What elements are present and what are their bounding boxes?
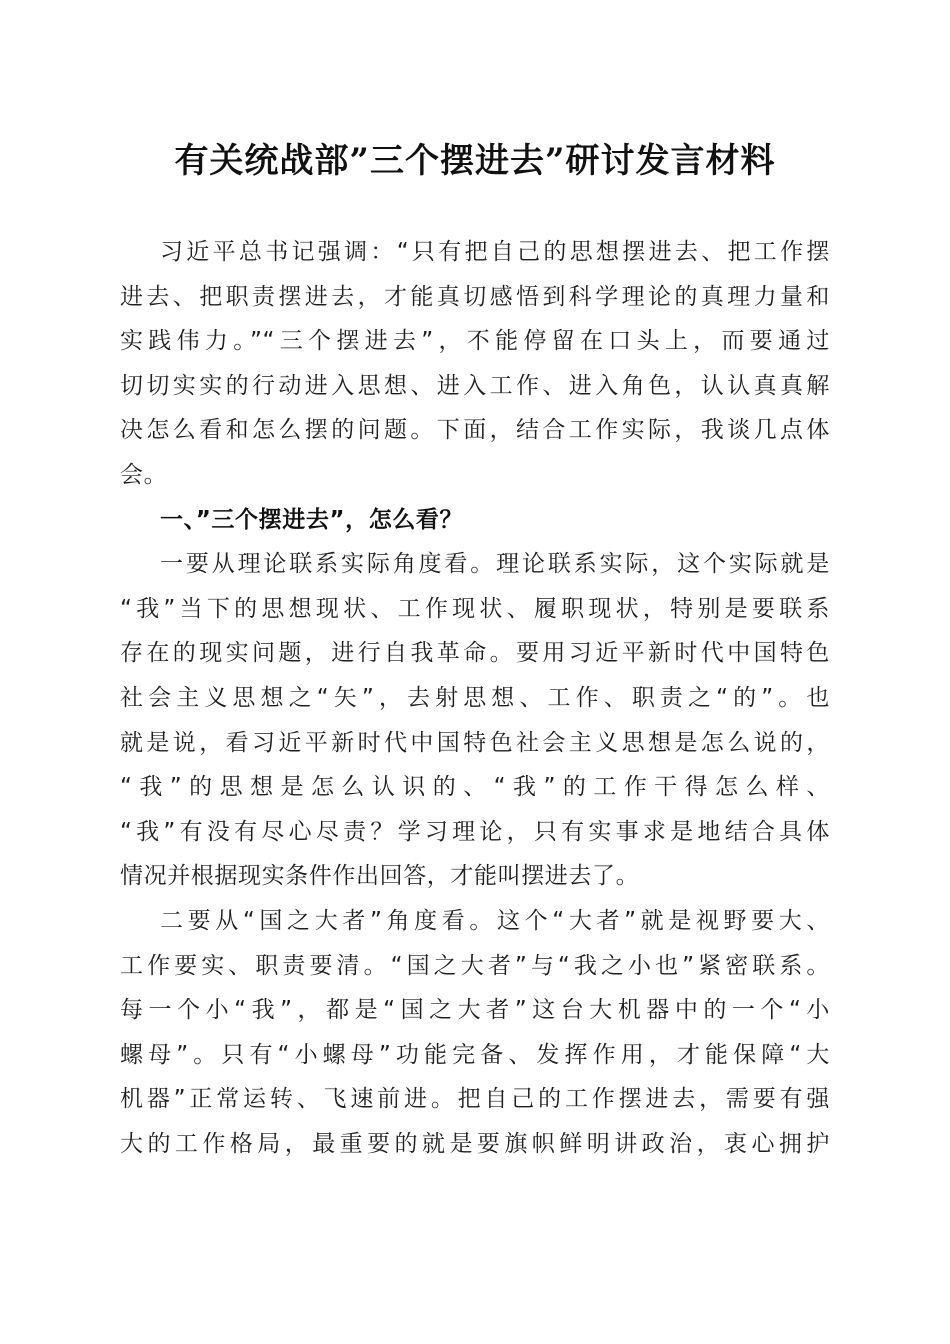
section1-paragraph-1 [120,542,830,899]
section1-paragraph-2 [120,899,830,1167]
paragraph-line: 机器”正常运转、飞速前进。把自己的工作摆进去，需要有强 [120,1086,830,1113]
paragraph-line: 社会主义思想之“矢”，去射思想、工作、职责之“的”。也 [120,684,830,711]
intro-line: 决怎么看和怎么摆的问题。下面，结合工作实际，我谈几点体 [120,417,830,444]
intro-line: 实践伟力。”“三个摆进去”，不能停留在口头上，而要通过 [120,328,830,355]
paragraph-line: “我”当下的思想现状、工作现状、履职现状，特别是要联系 [120,595,830,622]
paragraph-line: “我”有没有尽心尽责？学习理论，只有实事求是地结合具体 [120,818,830,845]
paragraph-line: 存在的现实问题，进行自我革命。要用习近平新时代中国特色 [120,640,830,667]
paragraph-line: 工作要实、职责要清。“国之大者”与“我之小也”紧密联系。 [120,952,830,979]
section-heading: 一、”三个摆进去”，怎么看？ [160,506,464,533]
paragraph-line: 螺母”。只有“小螺母”功能完备、发挥作用，才能保障“大 [120,1041,830,1068]
paragraph-line: 一要从理论联系实际角度看。理论联系实际，这个实际就是 [160,551,830,578]
paragraph-line: 每一个小“我”，都是“国之大者”这台大机器中的一个“小 [120,997,830,1024]
intro-line: 会。 [120,461,168,488]
intro-line: 切切实实的行动进入思想、进入工作、进入角色，认认真真解 [120,372,830,399]
document-body [120,230,830,1166]
paragraph-line: 就是说，看习近平新时代中国特色社会主义思想是怎么说的， [120,729,830,756]
paragraph-line: “我”的思想是怎么认识的、“我”的工作干得怎么样、 [120,774,830,801]
intro-paragraph [120,230,830,498]
intro-line: 进去、把职责摆进去，才能真切感悟到科学理论的真理力量和 [120,283,830,310]
paragraph-line: 大的工作格局，最重要的就是要旗帜鲜明讲政治，衷心拥护 [120,1130,830,1157]
paragraph-line: 情况并根据现实条件作出回答，才能叫摆进去了。 [120,863,640,890]
document-title: 有关统战部”三个摆进去”研讨发言材料 [174,141,776,181]
paragraph-line: 二要从“国之大者”角度看。这个“大者”就是视野要大、 [160,907,830,934]
intro-line: 习近平总书记强调：“只有把自己的思想摆进去、把工作摆 [160,239,830,265]
